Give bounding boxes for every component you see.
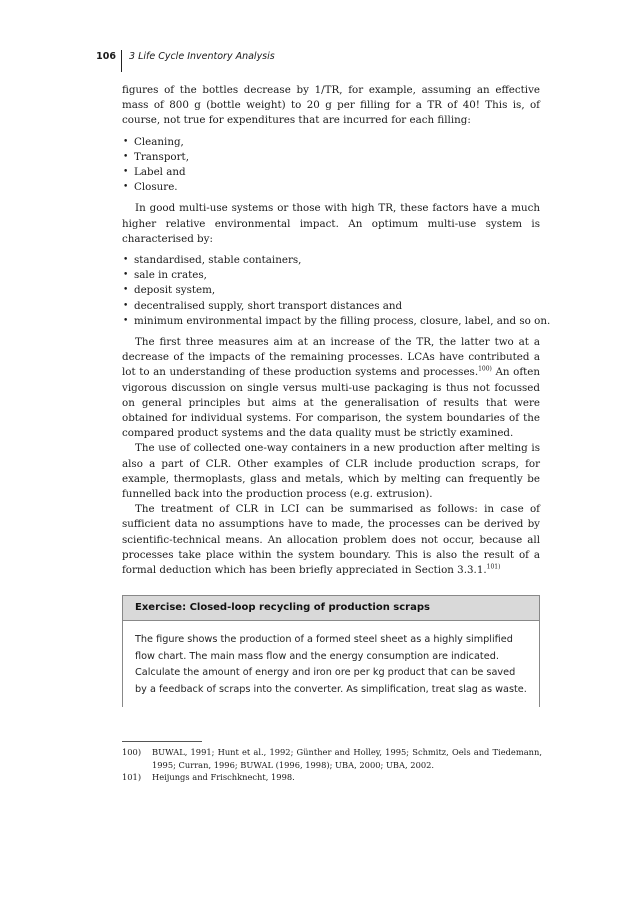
list-item: • sale in crates,	[122, 268, 540, 283]
header-divider	[121, 50, 122, 72]
footnote-ref-101[interactable]: 101)	[486, 563, 501, 571]
paragraph-2: In good multi-use systems or those with high TR, these factors have a much higher relative environmental impact. An optimum multi-use system is characterised by:	[122, 202, 540, 245]
list-item: • Transport,	[122, 150, 540, 165]
footnotes	[122, 746, 542, 784]
exercise-title: Exercise: Closed-loop recycling of production scraps	[123, 595, 539, 621]
body-text	[122, 83, 551, 578]
paragraph-5-text: The treatment of CLR in LCI can be summarised as follows: in case of sufficient data no assumptions have to made, the processes can be derived by scientific-technical means. An allocation problem does not occur, because all processes take place within the system boundary. This is also the result of a formal deduction which has been briefly appreciated in Section 3.3.1.	[122, 503, 540, 577]
footnote-100	[122, 746, 542, 771]
list-item: • deposit system,	[122, 283, 540, 298]
running-header	[88, 50, 275, 72]
multi-use-criteria-list	[122, 253, 551, 329]
chapter-title: 3 Life Cycle Inventory Analysis	[129, 51, 275, 62]
list-item: • minimum environmental impact by the filling process, closure, label, and so on.	[122, 314, 540, 329]
page-number: 106	[96, 51, 116, 62]
list-item: • Cleaning,	[122, 135, 540, 150]
list-item: • Closure.	[122, 180, 540, 195]
footnote-text: BUWAL, 1991; Hunt et al., 1992; Günther and Holley, 1995; Schmitz, Oels and Tiedemann, 1995; Curran, 1996; BUWAL (1996, 1998); UBA, 2000; UBA, 2002.	[152, 747, 542, 770]
paragraph-3-part-b: An often vigorous discussion on single versus multi-use packaging is thus not focussed on general principles but aims at the generalisation of results that were obtained for individual systems. For comparison, the system boundaries of the compared product systems and the data quality must be strictly examined.	[122, 366, 540, 440]
footnote-number: 100)	[122, 747, 142, 757]
footnote-divider	[122, 741, 202, 742]
paragraph-4: The use of collected one-way containers in a new production after melting is also a part of CLR. Other examples of CLR include production scraps, for example, thermoplasts, glass and metals, which by melting can frequently be funnelled back into the production process (e.g. extrusion).	[122, 442, 540, 501]
exercise-text: The figure shows the production of a formed steel sheet as a highly simplified flow chart. The main mass flow and the energy consumption are indicated. Calculate the amount of energy and iron ore per kg product that can be saved by a feedback of scraps into the converter. As simplification, treat slag as waste.	[135, 634, 527, 695]
footnote-number: 101)	[122, 772, 142, 782]
exercise-box	[122, 595, 540, 707]
footnote-ref-100[interactable]: 100)	[478, 366, 492, 374]
paragraph-3-part-a: The first three measures aim at an increase of the TR, the latter two at a decrease of the impacts of the remaining processes. LCAs have contributed a lot to an understanding of these production systems and processes.	[122, 336, 540, 379]
footnote-text: Heijungs and Frischknecht, 1998.	[152, 772, 295, 782]
footnote-101	[122, 771, 542, 784]
list-item: • decentralised supply, short transport distances and	[122, 299, 540, 314]
paragraph-1: figures of the bottles decrease by 1/TR, for example, assuming an effective mass of 800 g (bottle weight) to 20 g per filling for a TR of 40! This is, of course, not true for expenditures that are incurred for each filling:	[122, 84, 540, 127]
list-item: • standardised, stable containers,	[122, 253, 540, 268]
paragraph-5	[122, 502, 540, 578]
list-item: • Label and	[122, 165, 540, 180]
expenditure-list	[122, 135, 540, 196]
paragraph-3	[122, 335, 540, 441]
